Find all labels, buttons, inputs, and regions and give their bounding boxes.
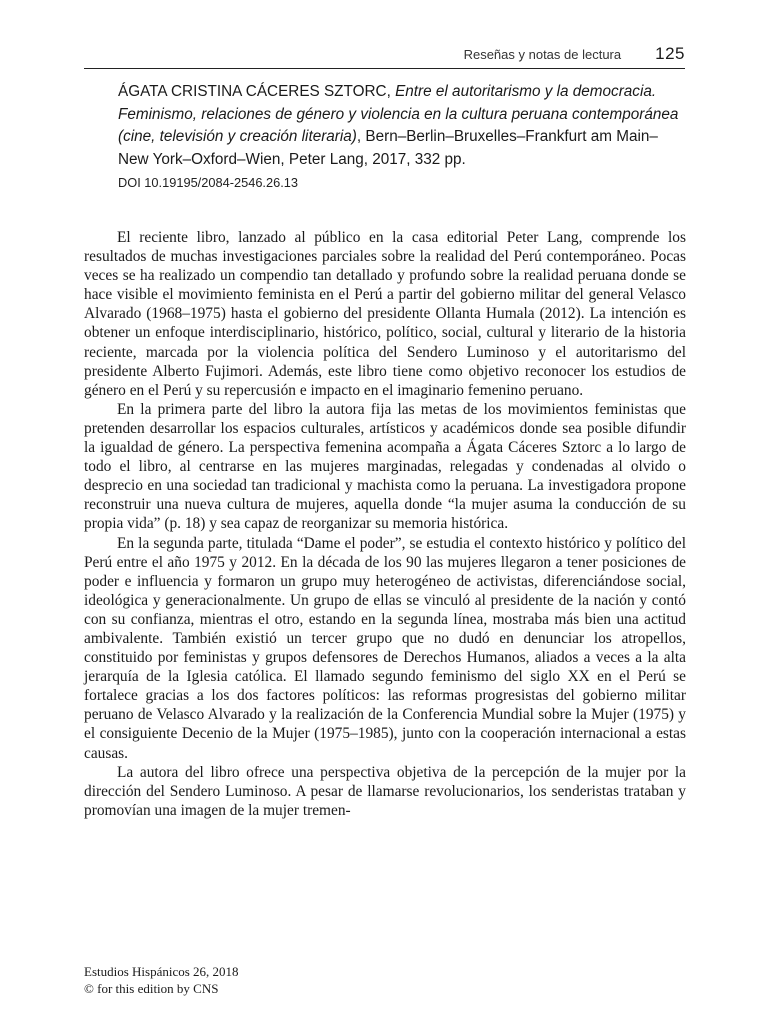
paragraph: La autora del libro ofrece una perspectiva objetiva de la percepción de la mujer por la dirección del Sendero Luminoso. A pesar de llamarse revolucionarios, los senderistas trataban y promovían una imagen de la mujer tremen- (84, 763, 686, 819)
running-head (84, 44, 685, 64)
page-number: 125 (655, 44, 685, 63)
footer-copyright: © for this edition by CNS (84, 981, 219, 996)
header-rule (84, 68, 685, 69)
footer-journal: Estudios Hispánicos 26, 2018 (84, 964, 239, 979)
reference-title: Entre el autoritarismo y la democracia. Feminismo, relaciones de género y violencia en la cultura peruana contemporánea (cine, televisión y creación literaria) (118, 83, 679, 145)
running-head-section: Reseñas y notas de lectura (463, 47, 622, 62)
reference-separator: , (386, 83, 396, 100)
paragraph: En la primera parte del libro la autora fija las metas de los movimientos feministas que pretenden desarrollar los espacios culturales, artísticos y académicos donde sea posible difundir la igualdad de género. La perspectiva femenina acompaña a Ágata Cáceres Sztorc a lo largo de todo el libro, al centrarse en las mujeres marginadas, relegadas y condenadas al olvido o desprecio en una sociedad tan tradicional y machista como la peruana. La investigadora propone reconstruir una nueva cultura de mujeres, aquella donde “la mujer asuma la conducción de su propia vida” (p. 18) y sea capaz de reorganizar su memoria histórica. (84, 400, 686, 533)
reference-author: ÁGATA CRISTINA CÁCERES SZTORC (118, 83, 387, 100)
reference-doi: DOI 10.19195/2084-2546.26.13 (118, 175, 299, 190)
review-body (84, 228, 686, 820)
book-reference (118, 81, 686, 171)
reference-publisher: , Bern–Berlin–Bruxelles–Frankfurt am Main–New York–Oxford–Wien, Peter Lang, 2017, 332 pp. (118, 128, 658, 168)
paragraph: El reciente libro, lanzado al público en la casa editorial Peter Lang, comprende los resultados de muchas investigaciones parciales sobre la realidad del Perú contemporáneo. Pocas veces se ha realizado un compendio tan detallado y profundo sobre la realidad peruana donde se hace visible el movimiento feminista en el Perú a partir del gobierno militar del general Velasco Alvarado (1968–1975) hasta el gobierno del presidente Ollanta Humala (2012). La intención es obtener un enfoque interdisciplinario, histórico, político, social, cultural y literario de la historia reciente, marcada por la violencia política del Sendero Luminoso y el autoritarismo del presidente Alberto Fujimori. Además, este libro tiene como objetivo reconocer los estudios de género en el Perú y su repercusión e impacto en el imaginario femenino peruano. (84, 229, 686, 399)
page-footer (84, 963, 484, 997)
paragraph: En la segunda parte, titulada “Dame el poder”, se estudia el contexto histórico y político del Perú entre el año 1975 y 2012. En la década de los 90 las mujeres llegaron a tener posiciones de poder e influencia y formaron un grupo muy heterogéneo de activistas, diferenciándose social, ideológica y generacionalmente. Un grupo de ellas se vinculó al presidente de la nación y contó con su confianza, mientras el otro, estando en la segunda línea, mostraba más bien una actitud ambivalente. También existió un tercer grupo que no dudó en denunciar los atropellos, constituido por feministas y grupos defensores de Derechos Humanos, aliados a veces a la alta jerarquía de la Iglesia católica. El llamado segundo feminismo del siglo XX en el Perú se fortalece gracias a los dos factores políticos: las reformas progresistas del gobierno militar peruano de Velasco Alvarado y la realización de la Conferencia Mundial sobre la Mujer (1975) y el consiguiente Decenio de la Mujer (1975–1985), junto con la cooperación internacional a estas causas. (84, 534, 686, 762)
